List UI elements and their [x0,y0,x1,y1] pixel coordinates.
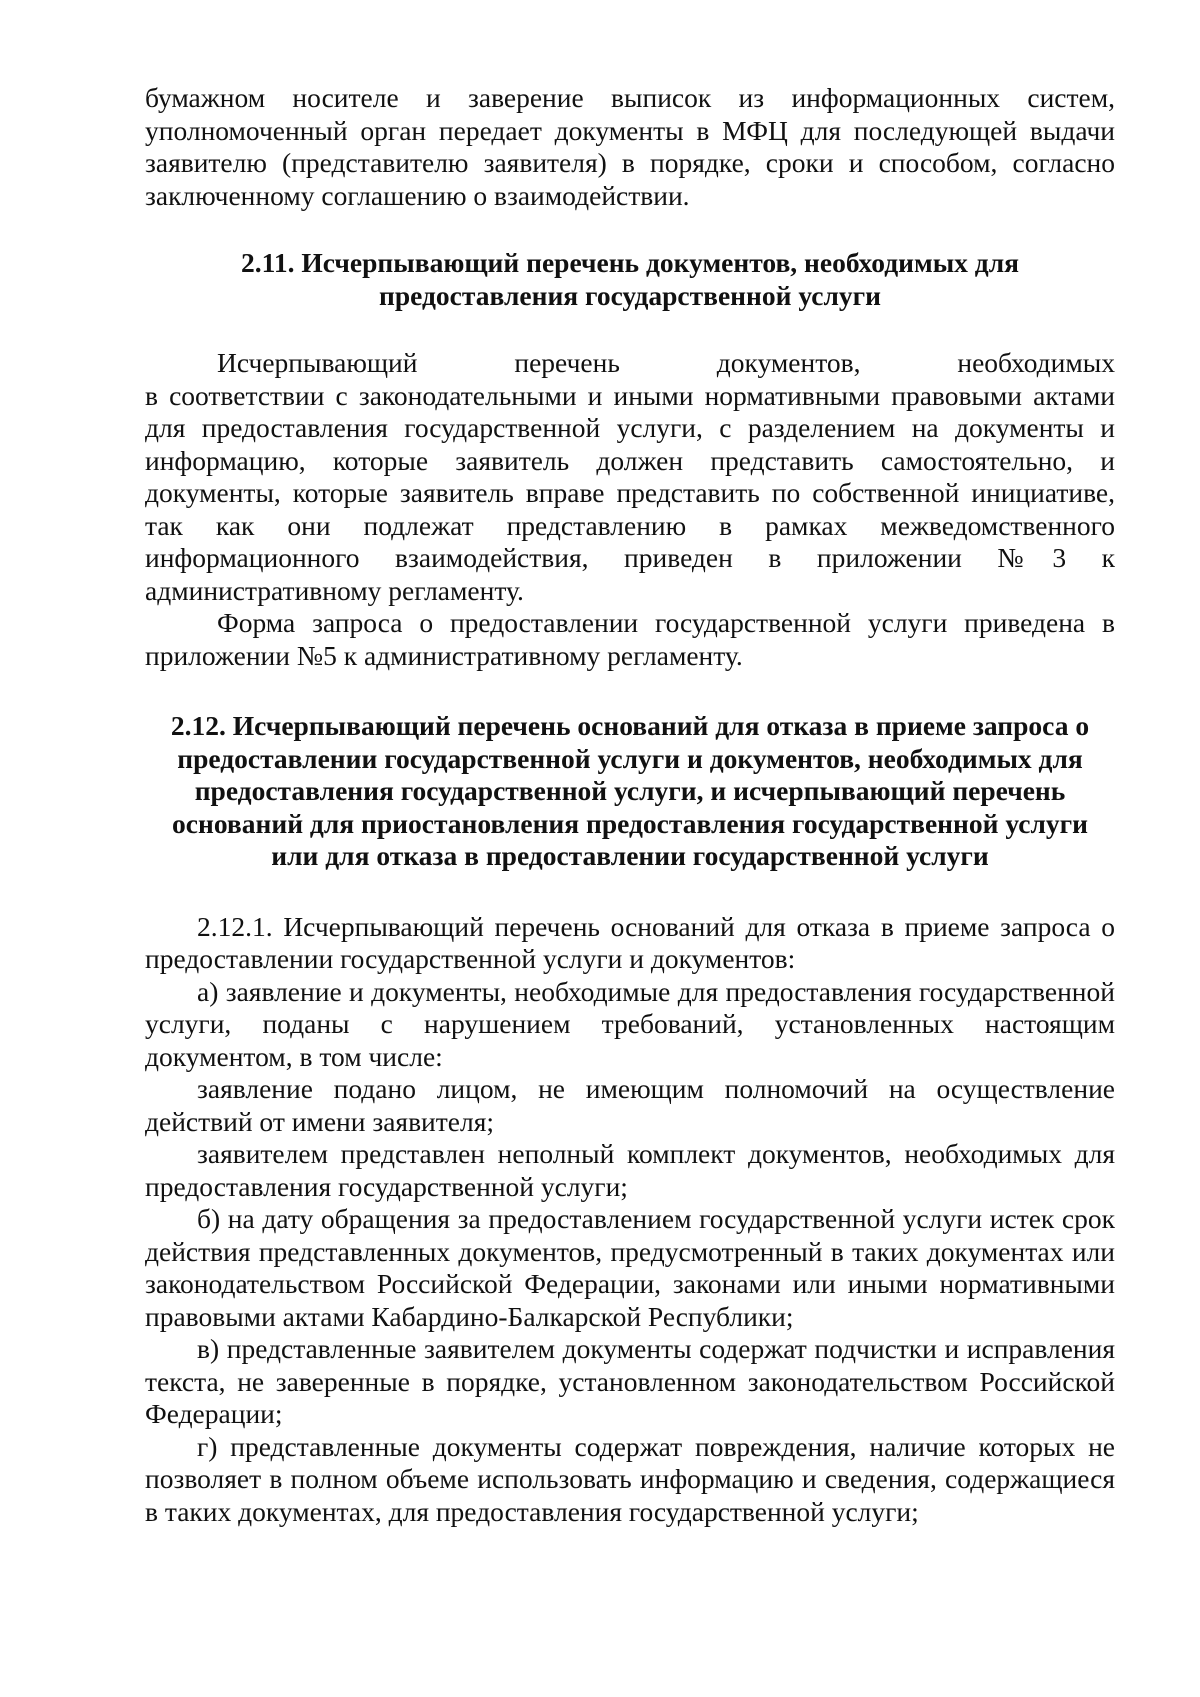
paragraph-2-12-1: 2.12.1. Исчерпывающий перечень оснований для отказа в приеме запроса о предоставлении государственной услуги и документов: [145,910,1115,974]
list-item-b: б) на дату обращения за предоставлением государственной услуги истек срок действия представленных документов, предусмотренный в таких документах или законодательством Российской Федерации, законами или иными нормативными правовыми актами Кабардино-Балкарской Республики; [145,1203,1115,1332]
section-2-12-title-line-5: или для отказа в предоставлении государственной услуги [271,840,989,871]
list-item-g: г) представленные документы содержат повреждения, наличие которых не позволяет в полном объеме использовать информацию и сведения, содержащиеся в таких документах, для предоставления государственной услуги; [145,1430,1115,1527]
list-item-a: а) заявление и документы, необходимые для предоставления государственной услуги, поданы с нарушением требований, установленных настоящим документом, в том числе: [145,975,1115,1072]
section-2-12-title-line-3: предоставления государственной услуги, и исчерпывающий перечень [194,775,1066,806]
section-2-11-paragraph-1-first-line: Исчерпывающий перечень документов, необходимых [217,347,1115,378]
document-body [145,82,1115,1528]
section-2-12-title-line-1: 2.12. Исчерпывающий перечень оснований для отказа в приеме запроса о [170,710,1090,741]
section-2-11-paragraph-2: Форма запроса о предоставлении государственной услуги приведена в приложении №5 к административному регламенту. [145,607,1115,671]
list-item-a-sub-2: заявителем представлен неполный комплект документов, необходимых для предоставления государственной услуги; [145,1138,1115,1202]
section-2-11-heading [145,247,1115,312]
section-2-12-title-line-4: оснований для приостановления предоставления государственной услуги [172,807,1088,839]
section-2-11-paragraph-1-rest: в соответствии с законодательными и иными нормативными правовыми актами для предоставления государственной услуги, с разделением на документы и информацию, которые заявитель должен представить самостоятельно, и документы, которые заявитель вправе представить по собственной инициативе, так как они подлежат представлению в рамках межведомственного информационного взаимодействия, приведен в приложении №3 к административному регламенту. [145,379,1115,606]
section-2-11-title-line-1: 2.11. Исчерпывающий перечень документов, необходимых для [240,247,1020,278]
list-item-a-sub-1: заявление подано лицом, не имеющим полномочий на осуществление действий от имени заявителя; [145,1073,1115,1137]
section-2-12-title-line-2: предоставлении государственной услуги и документов, необходимых для [177,742,1083,774]
intro-paragraph: бумажном носителе и заверение выписок из информационных систем, уполномоченный орган передает документы в МФЦ для последующей выдачи заявителю (представителю заявителя) в порядке, сроки и способом, согласно заключенному соглашению о взаимодействии. [145,82,1115,211]
section-2-11-paragraph-1 [145,347,1115,607]
list-item-v: в) представленные заявителем документы содержат подчистки и исправления текста, не заверенные в порядке, установленном законодательством Российской Федерации; [145,1333,1115,1429]
section-2-12-heading [145,710,1115,873]
section-2-11-title-line-2: предоставления государственной услуги [379,279,881,311]
